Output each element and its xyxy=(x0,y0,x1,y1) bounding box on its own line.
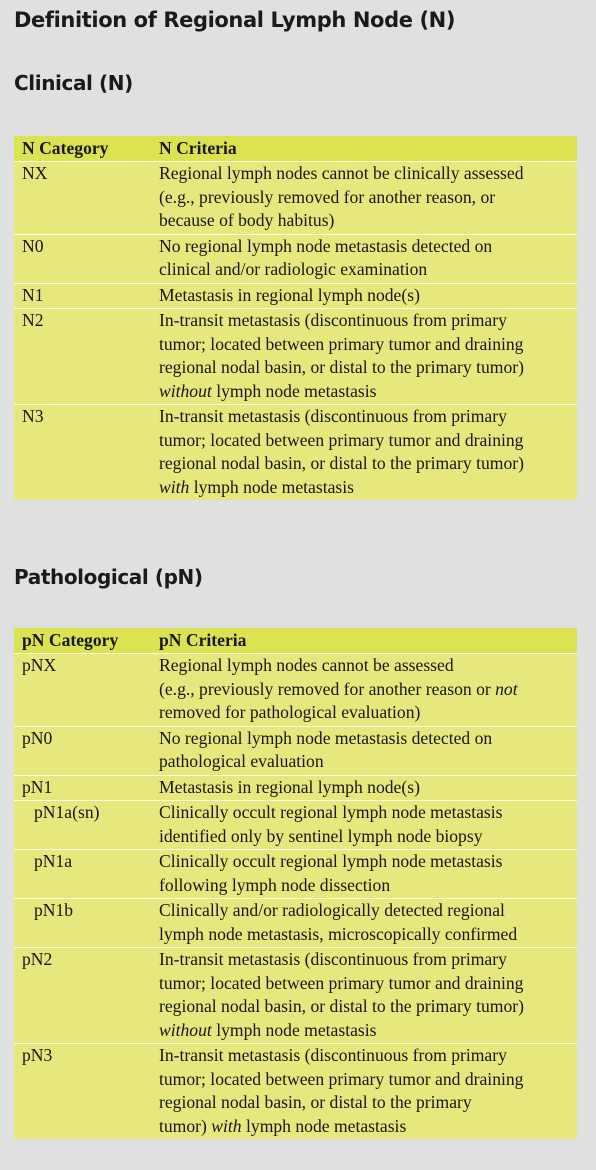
criteria-cell xyxy=(151,850,577,899)
criteria-line: identified only by sentinel lymph node biopsy xyxy=(159,825,483,846)
table-row xyxy=(14,726,577,775)
criteria-cell xyxy=(151,654,577,727)
criteria-line: regional nodal basin, or distal to the primary tumor) xyxy=(159,996,524,1016)
criteria-line: removed for pathological evaluation) xyxy=(159,702,421,722)
criteria-line: Metastasis in regional lymph node(s) xyxy=(159,776,420,797)
category-cell: N0 xyxy=(14,234,151,283)
table-row xyxy=(14,654,577,727)
criteria-line: because of body habitus) xyxy=(159,210,335,230)
criteria-tail: lymph node metastasis xyxy=(211,1019,377,1040)
criteria-cell xyxy=(151,726,577,775)
page-title: Definition of Regional Lymph Node (N) xyxy=(14,8,456,32)
criteria-line: In-transit metastasis (discontinuous from primary xyxy=(159,949,507,969)
criteria-cell xyxy=(151,801,577,850)
clinical-table xyxy=(14,136,577,500)
pathological-table-body xyxy=(14,654,577,1140)
column-header: pN Category xyxy=(14,628,151,654)
criteria-emphasis: with xyxy=(159,476,190,497)
table-row xyxy=(14,1044,577,1140)
criteria-cell xyxy=(151,234,577,283)
table-row xyxy=(14,899,577,948)
criteria-line: Clinically and/or radiologically detected regional xyxy=(159,900,505,920)
table-row xyxy=(14,850,577,899)
criteria-cell xyxy=(151,283,577,309)
criteria-line: No regional lymph node metastasis detected on xyxy=(159,235,493,256)
criteria-cell xyxy=(151,899,577,948)
criteria-line: tumor) xyxy=(159,1115,212,1136)
criteria-tail: lymph node metastasis xyxy=(189,476,354,497)
table-row xyxy=(14,775,577,801)
criteria-line: Clinically occult regional lymph node metastasis xyxy=(159,802,503,822)
table-row xyxy=(14,801,577,850)
category-cell: pN1a xyxy=(14,850,151,899)
criteria-line: In-transit metastasis (discontinuous from primary xyxy=(159,406,507,426)
criteria-line: (e.g., previously removed for another reason or xyxy=(159,678,496,699)
criteria-cell xyxy=(151,948,577,1044)
table-row xyxy=(14,162,577,235)
criteria-line: lymph node metastasis, microscopically confirmed xyxy=(159,923,518,944)
criteria-line: regional nodal basin, or distal to the primary tumor) xyxy=(159,357,524,377)
criteria-cell xyxy=(151,162,577,235)
pathological-heading: Pathological (pN) xyxy=(14,565,203,589)
clinical-table-body xyxy=(14,162,577,501)
criteria-emphasis: without xyxy=(159,1019,212,1040)
criteria-tail: lymph node metastasis xyxy=(211,380,377,401)
table-header-row xyxy=(14,628,577,654)
criteria-line: following lymph node dissection xyxy=(159,874,391,895)
criteria-line: tumor; located between primary tumor and draining xyxy=(159,972,524,993)
criteria-tail: lymph node metastasis xyxy=(241,1115,407,1136)
criteria-line: tumor; located between primary tumor and draining xyxy=(159,333,524,354)
criteria-emphasis: not xyxy=(495,678,518,699)
category-cell: N1 xyxy=(14,283,151,309)
table-row xyxy=(14,405,577,501)
table-header-row xyxy=(14,136,577,162)
criteria-cell xyxy=(151,775,577,801)
category-cell: pNX xyxy=(14,654,151,727)
criteria-line: (e.g., previously removed for another reason, or xyxy=(159,186,496,207)
criteria-line: Metastasis in regional lymph node(s) xyxy=(159,284,420,305)
category-cell: pN0 xyxy=(14,726,151,775)
column-header: pN Criteria xyxy=(151,628,577,654)
column-header: N Criteria xyxy=(151,136,577,162)
criteria-line: No regional lymph node metastasis detected on xyxy=(159,727,493,748)
category-cell: N2 xyxy=(14,309,151,405)
category-cell: pN1b xyxy=(14,899,151,948)
column-header: N Category xyxy=(14,136,151,162)
category-cell: pN1a(sn) xyxy=(14,801,151,850)
clinical-heading: Clinical (N) xyxy=(14,71,133,95)
criteria-line: tumor; located between primary tumor and draining xyxy=(159,429,524,450)
criteria-cell xyxy=(151,405,577,501)
category-cell: N3 xyxy=(14,405,151,501)
criteria-line: Clinically occult regional lymph node metastasis xyxy=(159,851,503,871)
criteria-line: clinical and/or radiologic examination xyxy=(159,259,428,279)
criteria-cell xyxy=(151,1044,577,1140)
table-row xyxy=(14,948,577,1044)
category-cell: pN3 xyxy=(14,1044,151,1140)
criteria-cell xyxy=(151,309,577,405)
criteria-line: regional nodal basin, or distal to the primary tumor) xyxy=(159,453,524,473)
category-cell: pN1 xyxy=(14,775,151,801)
criteria-line: Regional lymph nodes cannot be clinically assessed xyxy=(159,163,524,183)
criteria-emphasis: with xyxy=(211,1115,242,1136)
criteria-line: pathological evaluation xyxy=(159,751,324,771)
criteria-line: regional nodal basin, or distal to the primary xyxy=(159,1092,472,1112)
table-row xyxy=(14,234,577,283)
category-cell: pN2 xyxy=(14,948,151,1044)
criteria-line: Regional lymph nodes cannot be assessed xyxy=(159,655,454,675)
category-cell: NX xyxy=(14,162,151,235)
criteria-line: tumor; located between primary tumor and draining xyxy=(159,1068,524,1089)
criteria-line: In-transit metastasis (discontinuous from primary xyxy=(159,310,507,330)
criteria-line: In-transit metastasis (discontinuous from primary xyxy=(159,1045,507,1065)
criteria-emphasis: without xyxy=(159,380,212,401)
table-row xyxy=(14,309,577,405)
pathological-table xyxy=(14,628,577,1139)
table-row xyxy=(14,283,577,309)
